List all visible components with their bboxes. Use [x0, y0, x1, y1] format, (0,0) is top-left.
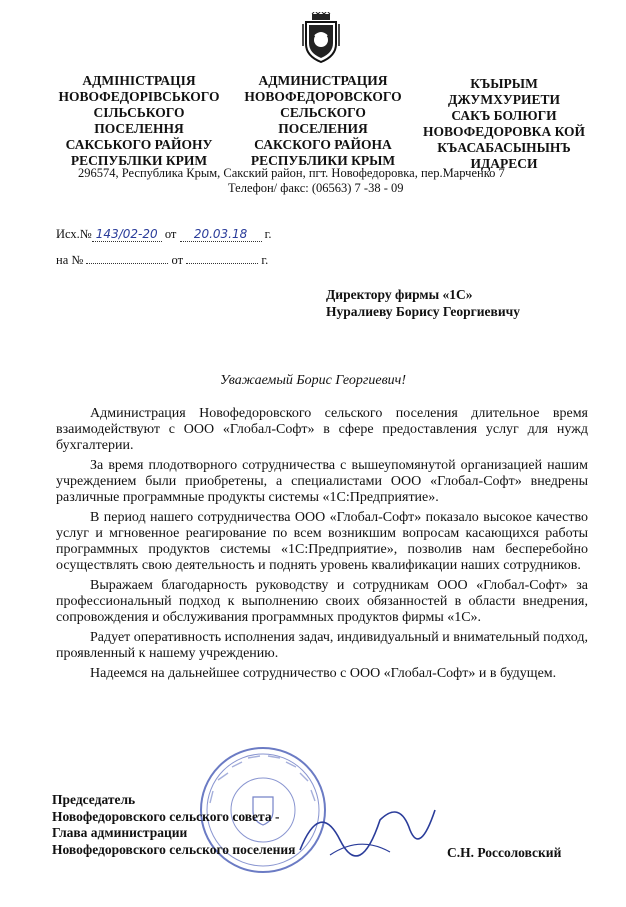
out-suffix: г.	[264, 227, 272, 241]
letter-body	[56, 406, 588, 686]
header-line: ИДАРЕСИ	[470, 156, 538, 171]
out-number: 143/02-20	[95, 227, 158, 241]
signatory-title-line: Председатель	[52, 792, 136, 807]
signatory-title-line: Новофедоровского сельского совета -	[52, 808, 280, 824]
header-line: РЕСПУБЛІКИ КРИМ	[70, 153, 208, 168]
in-suffix: г.	[261, 253, 269, 267]
handwritten-signature-icon	[290, 780, 440, 870]
header-line: ПОСЕЛЕНИЯ	[278, 121, 368, 136]
header-line: РЕСПУБЛИКИ КРЫМ	[250, 153, 396, 168]
header-russian	[238, 73, 408, 169]
header-line: ПОСЕЛЕННЯ	[94, 121, 184, 136]
header-line: КЪЫРЫМ	[470, 76, 538, 91]
paragraph: В период нашего сотрудничества ООО «Глобал-Софт» показало высокое качество услуг и мгновенное реагирование по всем возникшим вопросам касающихся работы программных продуктов системы «1С:Предприятие», позволив нам бесперебойно осуществлять свою деятельность и поднять уровень квалификации наших сотрудников.	[56, 510, 588, 573]
header-line: САКЪ БОЛЮГИ	[451, 108, 557, 123]
signature-block	[52, 792, 295, 858]
header-line: СІЛЬСЬКОГО	[93, 105, 185, 120]
header-line: КЪАСАБАСЫНЫНЪ	[437, 140, 571, 155]
addressee-line: Нуралиеву Борису Георгиевичу	[326, 304, 520, 319]
addressee-line: Директору фирмы «1С»	[326, 287, 473, 302]
header-line: САКСКОГО РАЙОНА	[254, 137, 392, 152]
incoming-registration	[56, 249, 268, 268]
phone-fax: Телефон/ факс: (06563) 7 -38 - 09	[228, 181, 404, 195]
out-date: 20.03.18	[193, 227, 248, 241]
paragraph: За время плодотворного сотрудничества с вышеупомянутой организацией нашим учреждением были приобретены, а специалистами ООО «Глобал-Софт» внедрены различные программные продукты системы «1С:Предприятие».	[56, 458, 588, 505]
out-number-field	[92, 227, 162, 242]
paragraph: Радует оперативность исполнения задач, индивидуальный и внимательный подход, проявленный к нашему учреждению.	[56, 630, 588, 661]
signer-name: С.Н. Россоловский	[447, 845, 562, 860]
address: 296574, Республика Крым, Сакский район, пгт. Новофедоровка, пер.Марченко 7	[78, 166, 505, 180]
out-date-field	[180, 227, 262, 242]
signatory-title-line: Глава администрации	[52, 825, 188, 840]
greeting: Уважаемый Борис Георгиевич!	[219, 373, 406, 388]
header-line: АДМІНІСТРАЦІЯ	[82, 73, 196, 88]
paragraph: Надеемся на дальнейшее сотрудничество с ООО «Глобал-Софт» и в будущем.	[90, 666, 557, 681]
header-line: АДМИНИСТРАЦИЯ	[258, 73, 388, 88]
coat-of-arms-icon	[300, 12, 342, 64]
header-crimean-tatar	[414, 76, 594, 172]
paragraph: Выражаем благодарность руководству и сотрудникам ООО «Глобал-Софт» за профессиональный подход к выполнению своих обязанностей в области внедрения, сопровождения и обслуживания программных продуктов фирмы «1С».	[56, 578, 588, 625]
header-ukrainian	[50, 73, 228, 169]
header-line: ДЖУМХУРИЕТИ	[447, 92, 560, 107]
header-line: НОВОФЕДОРІВСЬКОГО	[58, 89, 220, 104]
paragraph: Администрация Новофедоровского сельского поселения длительное время взаимодействуют с ООО «Глобал-Софт» в сфере предоставления услуг для нужд бухгалтерии.	[56, 406, 588, 453]
in-prefix: на №	[56, 253, 84, 267]
signatory-title-line: Новофедоровского сельского поселения	[52, 841, 296, 857]
in-number-field	[86, 249, 168, 264]
outgoing-registration	[56, 227, 272, 242]
out-date-prefix: от	[164, 227, 177, 241]
addressee	[326, 286, 520, 320]
in-date-field	[186, 249, 258, 264]
header-line: САКСЬКОГО РАЙОНУ	[65, 137, 213, 152]
header-line: НОВОФЕДОРОВКА КОЙ	[422, 124, 586, 139]
header-line: СЕЛЬСКОГО	[280, 105, 366, 120]
in-date-prefix: от	[171, 253, 184, 267]
out-prefix: Исх.№	[56, 227, 92, 241]
header-line: НОВОФЕДОРОВСКОГО	[244, 89, 402, 104]
